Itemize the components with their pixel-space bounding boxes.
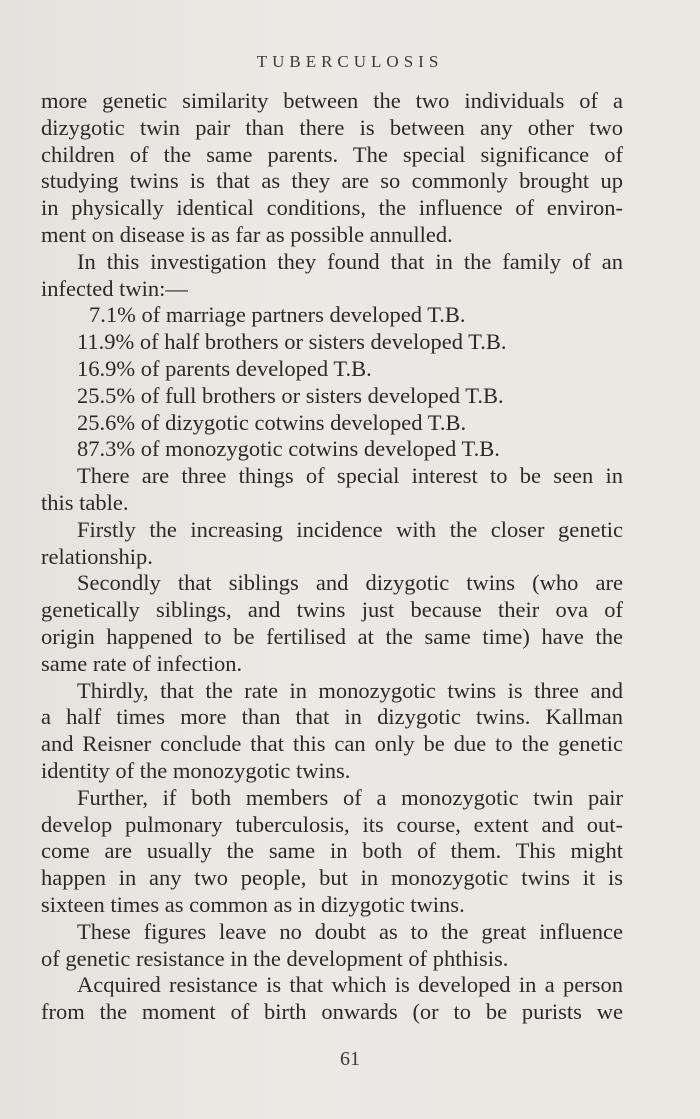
text-line: Secondly that siblings and dizygotic twins (who are: [77, 570, 623, 596]
text-line: There are three things of special interest to be seen in: [77, 463, 623, 489]
text-line: children of the same parents. The special significance of: [41, 141, 623, 167]
text-line: studying twins is that as they are so commonly brought up: [41, 168, 623, 194]
text-line: Firstly the increasing incidence with the closer genetic: [77, 516, 623, 542]
text-line: happen in any two people, but in monozygotic twins it is: [41, 865, 623, 891]
running-head: TUBERCULOSIS: [256, 52, 444, 71]
text-line: infected twin:—: [41, 275, 188, 301]
statistic-line: 25.5% of full brothers or sisters developed T.B.: [77, 382, 504, 408]
text-line: come are usually the same in both of them. This might: [41, 838, 623, 864]
text-line: These figures leave no doubt as to the great influence: [77, 918, 623, 944]
text-line: origin happened to be fertilised at the same time) have the: [41, 623, 623, 649]
text-line: dizygotic twin pair than there is between any other two: [41, 114, 623, 140]
text-line: in physically identical conditions, the influence of environ-: [41, 195, 623, 221]
text-line: ment on disease is as far as possible annulled.: [41, 221, 453, 247]
text-line: and Reisner conclude that this can only be due to the genetic: [41, 731, 623, 757]
text-line: this table.: [41, 489, 129, 515]
text-line: from the moment of birth onwards (or to be purists we: [41, 999, 623, 1025]
text-line: Further, if both members of a monozygotic twin pair: [77, 784, 623, 810]
statistic-line: 11.9% of half brothers or sisters developed T.B.: [77, 329, 507, 355]
text-line: genetically siblings, and twins just because their ova of: [41, 597, 623, 623]
text-line: a half times more than that in dizygotic twins. Kallman: [41, 704, 623, 730]
statistic-line: 25.6% of dizygotic cotwins developed T.B.: [77, 409, 467, 435]
text-line: same rate of infection.: [41, 650, 243, 676]
text-line: more genetic similarity between the two individuals of a: [41, 88, 623, 113]
text-line: relationship.: [41, 543, 153, 569]
statistic-line: 7.1% of marriage partners developed T.B.: [89, 302, 466, 328]
text-line: Acquired resistance is that which is developed in a person: [77, 972, 623, 998]
text-line: of genetic resistance in the development of phthisis.: [41, 945, 509, 971]
statistic-line: 87.3% of monozygotic cotwins developed T.B.: [77, 436, 500, 462]
body-text: [41, 88, 623, 1026]
text-line: identity of the monozygotic twins.: [41, 757, 351, 783]
statistic-line: 16.9% of parents developed T.B.: [77, 355, 372, 381]
page-number: 61: [340, 1048, 360, 1070]
text-line: develop pulmonary tuberculosis, its course, extent and out-: [41, 811, 623, 837]
text-line: sixteen times as common as in dizygotic twins.: [41, 891, 465, 917]
text-line: Thirdly, that the rate in monozygotic twins is three and: [77, 677, 623, 703]
text-line: In this investigation they found that in the family of an: [77, 248, 623, 274]
